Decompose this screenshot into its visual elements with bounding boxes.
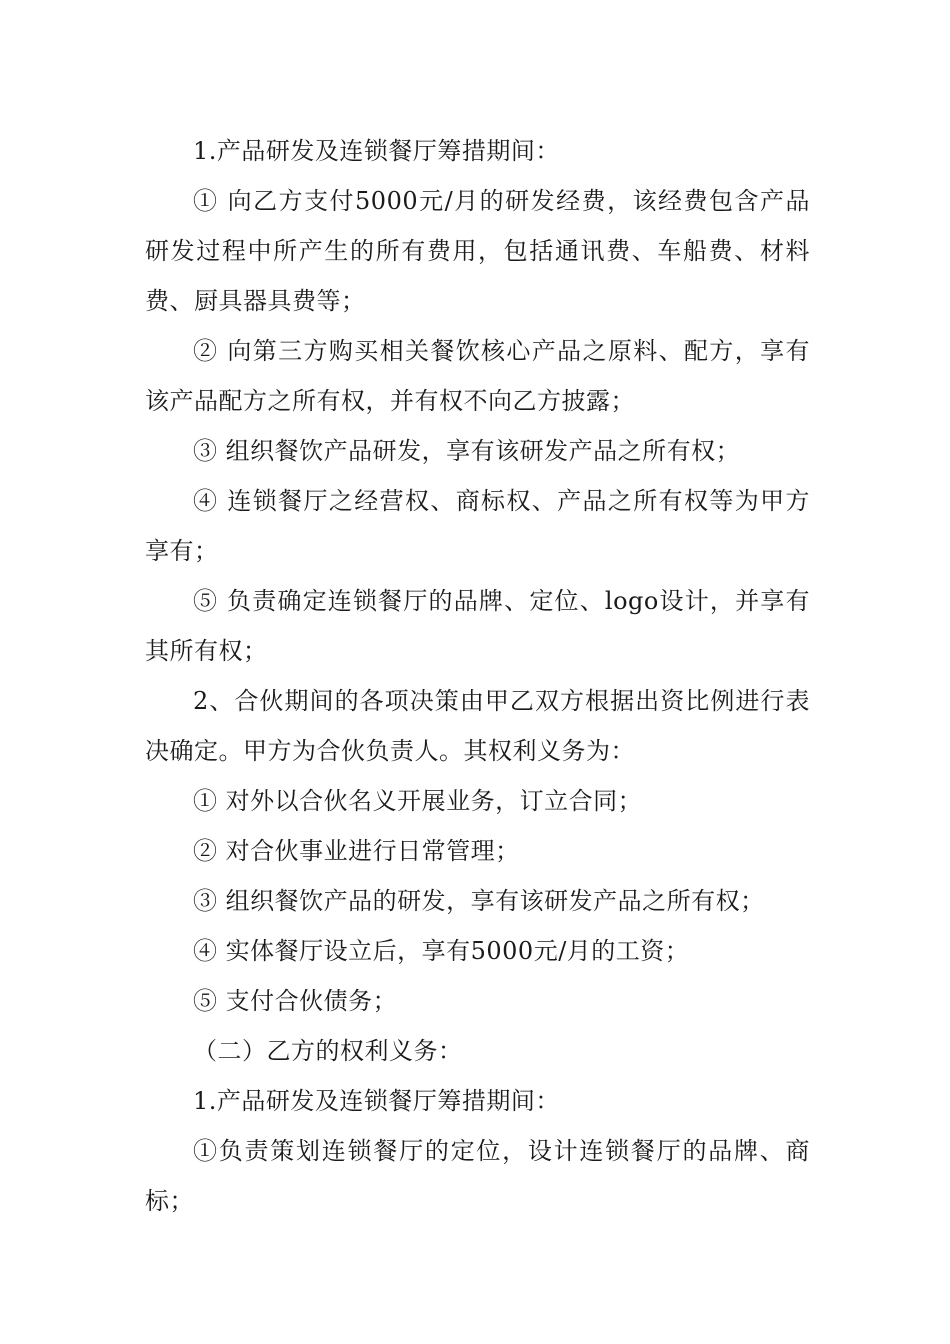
paragraph-item-planning: ①负责策划连锁餐厅的定位，设计连锁餐厅的品牌、商标； [145, 1137, 810, 1215]
paragraph-item-management: ② 对合伙事业进行日常管理； [193, 837, 520, 865]
paragraph-item-debts: ⑤ 支付合伙债务； [193, 987, 398, 1015]
paragraph-item-rights: ④ 连锁餐厅之经营权、商标权、产品之所有权等为甲方享有； [145, 487, 810, 565]
paragraph-item-research: ③ 组织餐饮产品研发，享有该研发产品之所有权； [193, 437, 741, 465]
paragraph-item-salary: ④ 实体餐厅设立后，享有5000元/月的工资； [193, 937, 690, 965]
paragraph-dev-period-heading-b: 1.产品研发及连锁餐厅筹措期间： [193, 1087, 560, 1115]
paragraph-decision-making: 2、合伙期间的各项决策由甲乙双方根据出资比例进行表决确定。甲方为合伙负责人。其权利义务为： [145, 687, 810, 765]
paragraph-dev-period-heading: 1.产品研发及连锁餐厅筹措期间： [193, 137, 560, 165]
section-heading-party-b: （二）乙方的权利义务： [193, 1037, 463, 1065]
paragraph-item-business: ① 对外以合伙名义开展业务，订立合同； [193, 787, 643, 815]
paragraph-item-funding: ① 向乙方支付5000元/月的研发经费，该经费包含产品研发过程中所产生的所有费用，包括通讯费、车船费、材料费、厨具器具费等； [145, 187, 810, 315]
paragraph-item-recipe: ② 向第三方购买相关餐饮核心产品之原料、配方，享有该产品配方之所有权，并有权不向乙方披露； [145, 337, 810, 415]
document-body [145, 126, 810, 1226]
paragraph-item-branding: ⑤ 负责确定连锁餐厅的品牌、定位、logo设计，并享有其所有权； [145, 587, 810, 665]
paragraph-item-product-dev: ③ 组织餐饮产品的研发，享有该研发产品之所有权； [193, 887, 765, 915]
